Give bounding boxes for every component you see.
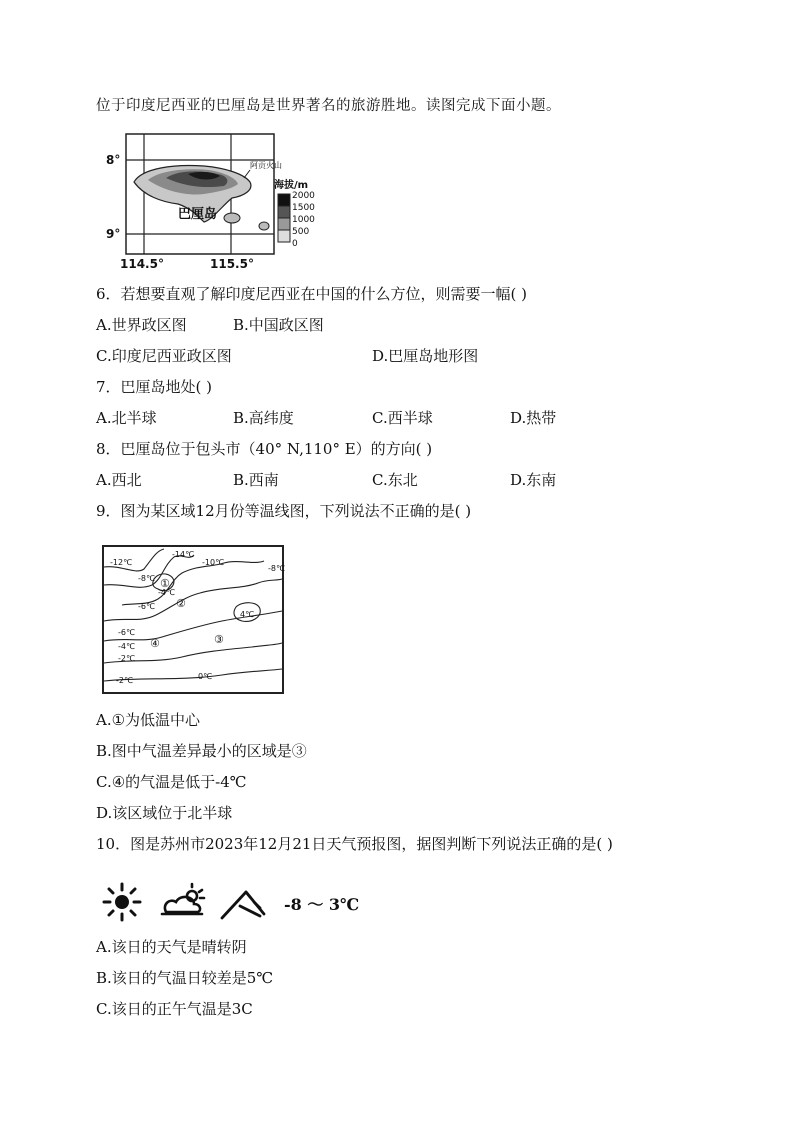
legend-500: 500 [292, 227, 310, 237]
q8-option-b[interactable]: B.西南 [233, 471, 279, 489]
q6-option-d[interactable]: D.巴厘岛地形图 [372, 347, 479, 365]
sun-icon [104, 884, 140, 920]
q8-option-c[interactable]: C.东北 [372, 471, 418, 489]
volcano-label: 阿贡火山 [250, 161, 282, 170]
iso-label-m6-left: -6℃ [118, 628, 135, 637]
q7-option-c[interactable]: C.西半球 [372, 409, 433, 427]
marker-2: ② [176, 597, 186, 610]
q9-option-a[interactable]: A.①为低温中心 [96, 711, 201, 729]
marker-1: ① [160, 577, 170, 590]
bali-topographic-map [104, 130, 315, 272]
lat-9-label: 9° [106, 227, 121, 241]
legend-2000: 2000 [292, 191, 315, 201]
intro-text: 位于印度尼西亚的巴厘岛是世界著名的旅游胜地。读图完成下面小题。 [96, 98, 561, 114]
q7-option-d[interactable]: D.热带 [510, 409, 557, 427]
q8-option-d[interactable]: D.东南 [510, 471, 557, 489]
iso-label-0: 0℃ [198, 672, 213, 681]
iso-label-m6: -6℃ [138, 602, 155, 611]
q7-option-a[interactable]: A.北半球 [96, 409, 157, 427]
q8-option-a[interactable]: A.西北 [96, 471, 142, 489]
iso-label-m4: -4℃ [118, 642, 135, 651]
iso-label-m10: -10℃ [202, 558, 225, 567]
isotherm-map [102, 545, 284, 695]
weather-forecast-symbols [100, 880, 400, 924]
q6-stem: 6．若想要直观了解印度尼西亚在中国的什么方位，则需要一幅( ) [96, 285, 528, 303]
iso-label-m2: -2℃ [118, 654, 135, 663]
q10-stem: 10．图是苏州市2023年12月21日天气预报图，据图判断下列说法正确的是( ) [96, 835, 613, 853]
q7-stem: 7．巴厘岛地处( ) [96, 378, 213, 396]
lon-1155-label: 115.5° [210, 257, 254, 271]
q6-option-b[interactable]: B.中国政区图 [233, 316, 324, 334]
q9-stem: 9．图为某区域12月份等温线图，下列说法不正确的是( ) [96, 502, 472, 520]
iso-label-m8: -8℃ [268, 564, 285, 573]
q9-option-c[interactable]: C.④的气温是低于-4℃ [96, 773, 247, 791]
q9-option-b[interactable]: B.图中气温差异最小的区域是③ [96, 742, 307, 760]
temperature-range: -8 ～ 3℃ [284, 895, 360, 914]
q9-option-d[interactable]: D.该区域位于北半球 [96, 804, 233, 822]
legend-title: 海拔/m [274, 180, 309, 191]
wind-icon [222, 892, 264, 918]
q10-option-b[interactable]: B.该日的气温日较差是5℃ [96, 969, 274, 987]
iso-label-m8-left: -8℃ [138, 574, 155, 583]
legend-1500: 1500 [292, 203, 315, 213]
iso-label-m2-bottom: -2℃ [116, 676, 133, 685]
partly-cloudy-icon [162, 884, 204, 914]
lat-8-label: 8° [106, 153, 121, 167]
q10-option-c[interactable]: C.该日的正午气温是3C [96, 1000, 253, 1018]
lon-1145-label: 114.5° [120, 257, 164, 271]
marker-3: ③ [214, 633, 224, 646]
iso-label-m4-top: -4℃ [158, 588, 175, 597]
q8-stem: 8．巴厘岛位于包头市（40° N,110° E）的方向( ) [96, 440, 433, 458]
q7-option-b[interactable]: B.高纬度 [233, 409, 294, 427]
q6-option-c[interactable]: C.印度尼西亚政区图 [96, 347, 232, 365]
legend-0: 0 [292, 239, 298, 249]
island-label: 巴厘岛 [178, 207, 218, 222]
q10-option-a[interactable]: A.该日的天气是晴转阴 [96, 938, 247, 956]
q6-option-a[interactable]: A.世界政区图 [96, 316, 187, 334]
legend-1000: 1000 [292, 215, 315, 225]
iso-label-4: 4℃ [240, 610, 255, 619]
marker-4: ④ [150, 637, 160, 650]
iso-label-m12: -12℃ [110, 558, 133, 567]
iso-label-m14: -14℃ [172, 550, 195, 559]
